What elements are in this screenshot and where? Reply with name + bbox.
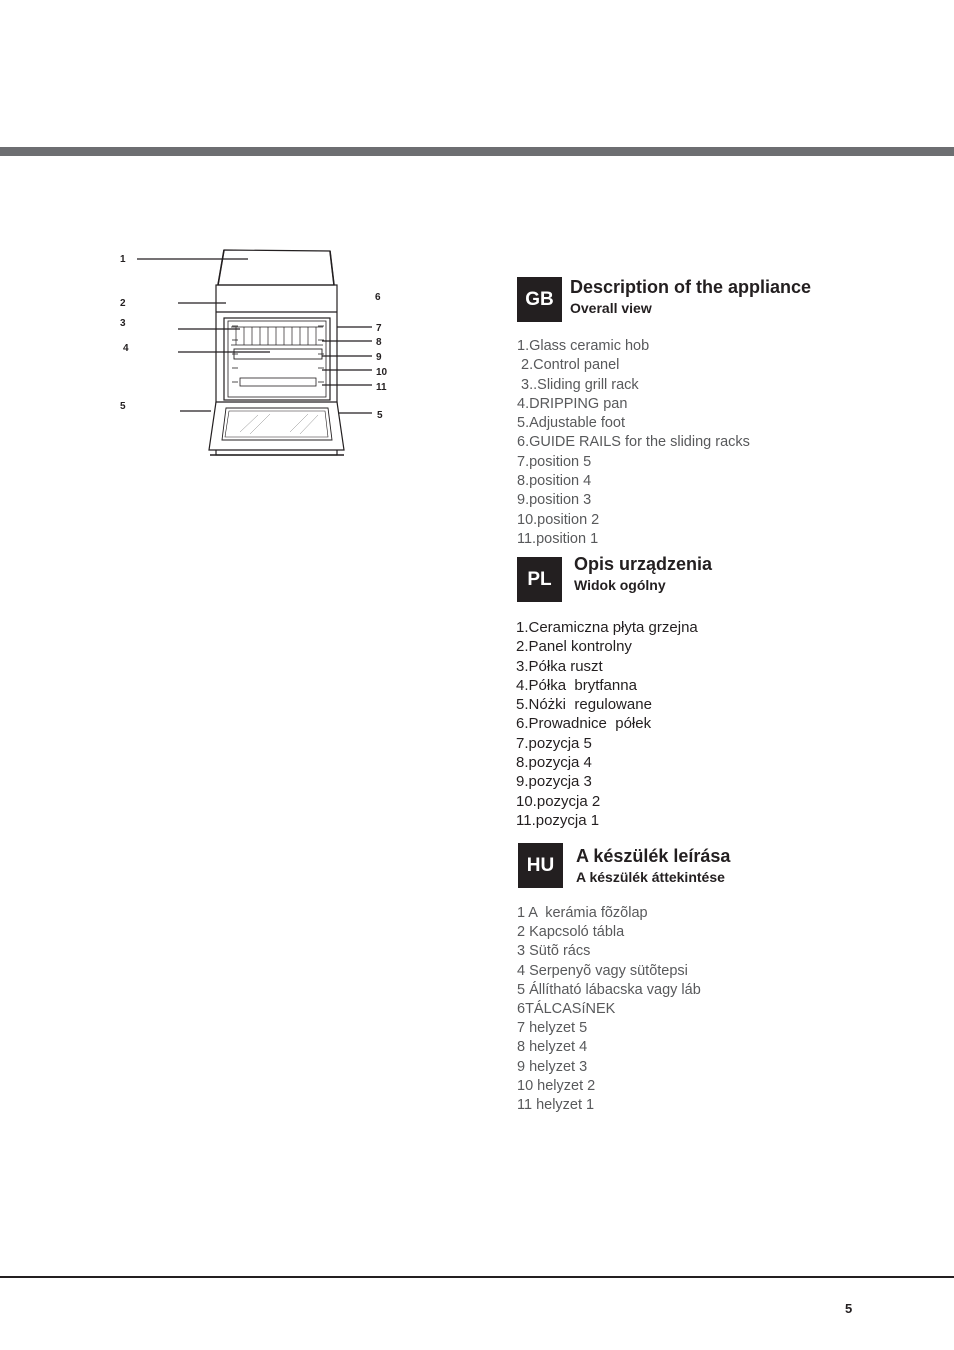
callout-2: 2 — [120, 298, 126, 309]
parts-list-gb — [517, 337, 750, 549]
list-item: 10.position 2 — [517, 511, 600, 528]
list-item: 7 helyzet 5 — [517, 1020, 588, 1037]
callout-3: 3 — [120, 318, 126, 329]
callout-4: 4 — [123, 343, 129, 354]
list-item: 7.position 5 — [517, 453, 592, 470]
footer-rule — [0, 1276, 954, 1278]
list-item: 3..Sliding grill rack — [517, 376, 639, 393]
parts-list-pl — [516, 618, 698, 830]
section-title-gb: Description of the appliance — [570, 277, 812, 297]
list-item: 1.Ceramiczna płyta grzejna — [516, 619, 698, 636]
callout-1: 1 — [120, 254, 126, 265]
list-item: 11.position 1 — [517, 530, 599, 547]
list-item: 9.pozycja 3 — [516, 773, 592, 791]
list-item: 10.pozycja 2 — [516, 792, 601, 810]
callout-7: 7 — [376, 323, 382, 334]
list-item: 11.pozycja 1 — [516, 811, 600, 829]
list-item: 5.Adjustable foot — [517, 415, 626, 432]
list-item: 11 helyzet 1 — [517, 1096, 595, 1113]
list-item: 9 helyzet 3 — [517, 1058, 588, 1075]
list-item: 6.GUIDE RAILS for the sliding racks — [517, 434, 750, 451]
list-item: 8.position 4 — [517, 473, 592, 490]
callout-8: 8 — [376, 337, 382, 348]
page-number: 5 — [845, 1301, 853, 1316]
callout-5-left: 5 — [120, 401, 126, 412]
list-item: 4.Półka brytfanna — [516, 676, 637, 694]
callout-5-right: 5 — [377, 410, 383, 421]
callout-10: 10 — [376, 367, 388, 378]
section-subtitle-gb: Overall view — [570, 300, 652, 316]
list-item: 7.pozycja 5 — [516, 734, 592, 752]
oven-door — [209, 402, 344, 450]
callout-11: 11 — [376, 382, 387, 393]
section-subtitle-hu: A készülék áttekintése — [576, 869, 725, 885]
callout-6: 6 — [375, 292, 381, 303]
oven-illustration — [0, 0, 954, 480]
list-item: 4 Serpenyõ vagy sütõtepsi — [517, 962, 688, 979]
section-subtitle-pl: Widok ogólny — [574, 577, 666, 593]
appliance-diagram — [0, 0, 954, 480]
language-badge-hu: HU — [518, 843, 563, 888]
section-title-hu: A készülék leírása — [576, 846, 731, 866]
dripping-pan — [234, 349, 322, 359]
parts-list-hu — [517, 904, 701, 1115]
list-item: 3.Półka ruszt — [516, 657, 603, 675]
list-item: 8.pozycja 4 — [516, 754, 592, 772]
list-item: 10 helyzet 2 — [517, 1077, 596, 1094]
list-item: 2.Control panel — [517, 357, 620, 374]
list-item: 8 helyzet 4 — [517, 1039, 588, 1056]
grill-rack — [231, 327, 323, 345]
list-item: 6.Prowadnice półek — [516, 715, 652, 733]
language-badge-pl: PL — [517, 557, 562, 602]
list-item: 6TÁLCASíNEK — [517, 1000, 616, 1017]
list-item: 1 A kerámia fõzõlap — [517, 905, 648, 921]
list-item: 2.Panel kontrolny — [516, 638, 632, 656]
list-item: 5.Nóżki regulowane — [516, 696, 652, 714]
language-badge-gb: GB — [517, 277, 562, 322]
list-item: 9.position 3 — [517, 492, 592, 509]
list-item: 1.Glass ceramic hob — [517, 338, 650, 354]
list-item: 3 Sütõ rács — [517, 943, 591, 960]
list-item: 4.DRIPPING pan — [517, 395, 628, 412]
list-item: 2 Kapcsoló tábla — [517, 924, 625, 941]
callout-9: 9 — [376, 352, 382, 363]
hob-shape — [218, 250, 334, 285]
section-title-pl: Opis urządzenia — [574, 554, 713, 574]
list-item: 5 Állítható lábacska vagy láb — [517, 981, 701, 998]
guide-rails — [232, 326, 324, 382]
